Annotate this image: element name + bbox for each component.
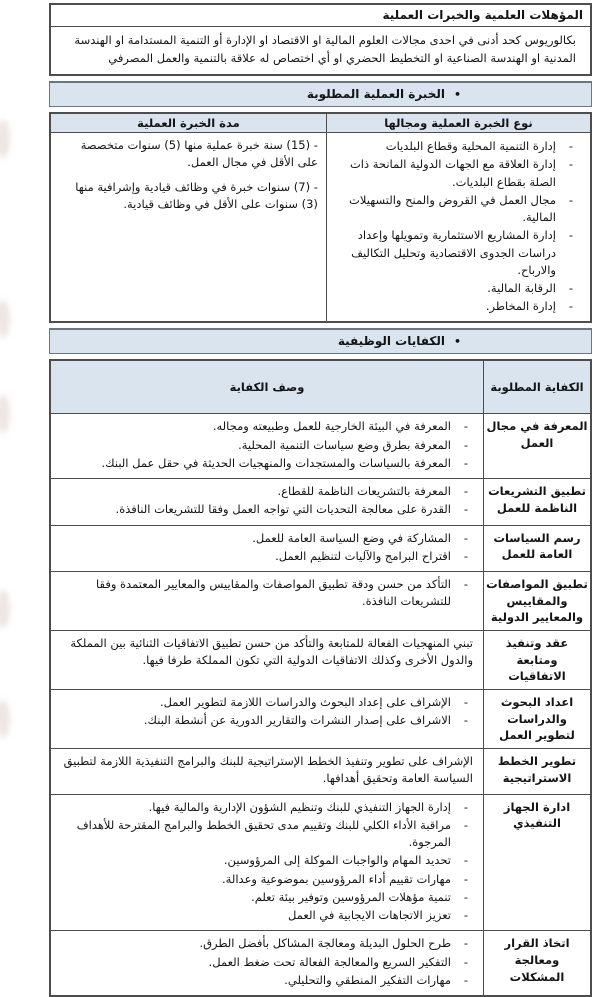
scan-artifact xyxy=(0,700,10,738)
list-item: - الإشراف على إعداد البحوث والدراسات اللازمة لتطوير العمل. xyxy=(57,694,479,711)
experience-duration-header: مدة الخبرة العملية xyxy=(137,116,240,131)
bullet-icon: • xyxy=(453,87,461,101)
competency-desc-cell xyxy=(51,479,483,525)
document-content xyxy=(49,3,592,997)
competency-row xyxy=(51,689,590,748)
qualifications-body-text: بكالوريوس كحد أدنى في احدى مجالات العلوم المالية او الاقتصاد او الإدارة أو التنمية المستدامة او الهندسة المدنية او الهندسة الصناعية او التخطيط الحضري او أي اختصاص له علاقة بالتنمية والعمل المصرفي xyxy=(74,32,576,66)
competency-row xyxy=(51,571,590,630)
list-item: - التأكد من حسن ودقة تطبيق المواصفات والمقاييس والمعايير المعتمدة وفقا للتشريعات النافذة. xyxy=(57,576,479,611)
competency-desc-cell xyxy=(51,631,483,689)
scan-artifact xyxy=(0,300,10,338)
list-item: - إدارة المخاطر. xyxy=(331,298,584,315)
competency-name-cell: ادارة الجهاز التنفيذي xyxy=(483,795,590,931)
list-item: - إدارة المشاريع الاستثمارية وتمويلها وإعداد دراسات الجدوى الاقتصادية وتحليل التكاليف والارباح. xyxy=(331,227,584,279)
competencies-table-header xyxy=(51,361,590,414)
experience-type-header: نوع الخبرة العملية ومجالها xyxy=(326,114,590,132)
experience-table-body xyxy=(51,133,590,321)
list-item: - المعرفة بالسياسات والمستجدات والمنهجيات الحديثة في حقل عمل البنك. xyxy=(57,455,479,472)
list-item: - إدارة العلاقة مع الجهات الدولية المانحة ذات الصلة بقطاع البلديات. xyxy=(331,156,584,191)
bullet-icon: • xyxy=(453,334,461,348)
list-item: - التفكير السريع والمعالجة الفعالة تحت ضغط العمل. xyxy=(57,954,479,971)
competency-name-cell: رسم السياسات العامة للعمل xyxy=(483,526,590,572)
competency-desc-cell xyxy=(51,795,483,931)
competencies-table xyxy=(49,359,592,997)
competencies-table-body xyxy=(51,414,590,995)
competency-desc-cell xyxy=(51,749,483,794)
list-item: الإشراف على تطوير وتنفيذ الخطط الإستراتيجية للبنك والبرامج التنفيذية اللازمة لتطبيق السياسة العامة وتحقيق أهدافها. xyxy=(63,754,473,786)
competency-row xyxy=(51,630,590,689)
competency-row xyxy=(51,478,590,525)
experience-table-header xyxy=(51,114,590,133)
list-item: - (7) سنوات خبرة في وظائف قيادية وإشرافية منها (3) سنوات على الأقل في وظائف قيادية. xyxy=(57,179,318,214)
competencies-section-label: الكفايات الوظيفية xyxy=(337,333,445,348)
competency-desc-cell xyxy=(51,414,483,478)
list-item: تبني المنهجيات الفعالة للمتابعة والتأكد من حسن تطبيق الاتفاقيات الثنائية بين المملكة والدول الأخرى وكذلك الاتفاقيات الدولية التي تكون المملكة طرفا فيها. xyxy=(70,636,473,668)
list-item: - مراقبة الأداء الكلي للبنك وتقييم مدى تحقيق الخطط والبرامج المقترحة للأهداف المرجوة. xyxy=(57,817,479,852)
list-item: - المشاركة في وضع السياسة العامة للعمل. xyxy=(57,530,479,547)
competency-desc-cell xyxy=(51,572,483,630)
list-item: - المعرفة بطرق وضع سياسات التنمية المحلية. xyxy=(57,437,479,454)
competency-desc-cell xyxy=(51,526,483,572)
list-item: - الرقابة المالية. xyxy=(331,280,584,297)
list-item: - المعرفة بالتشريعات الناظمة للقطاع. xyxy=(57,483,479,500)
competency-row xyxy=(51,748,590,794)
experience-type-cell xyxy=(326,133,590,321)
competency-name-cell: تطبيق التشريعات الناظمة للعمل xyxy=(483,479,590,525)
experience-section-band xyxy=(49,81,592,108)
competency-name-cell: اعداد البحوث والدراسات لتطوير العمل xyxy=(483,690,590,748)
competency-name-cell: تطوير الخطط الاستراتيجية xyxy=(483,749,590,794)
list-item: - مهارات تقييم أداء المرؤوسين بموضوعية وعدالة. xyxy=(57,871,479,888)
competency-row xyxy=(51,525,590,572)
list-item: - إدارة التنمية المحلية وقطاع البلديات xyxy=(331,138,584,155)
list-item: - القدرة على معالجة التحديات التي تواجه العمل وفقا للتشريعات النافذة. xyxy=(57,501,479,518)
list-item: - تنمية مؤهلات المرؤوسين وتوفير بيئة تعلم. xyxy=(57,889,479,906)
competency-name-cell: عقد وتنفيذ ومتابعة الاتفاقيات xyxy=(483,631,590,689)
experience-table xyxy=(49,112,592,323)
competency-desc-cell xyxy=(51,931,483,995)
list-item: - مجال العمل في القروض والمنح والتسهيلات المالية. xyxy=(331,192,584,227)
list-item: - مهارات التفكير المنطقي والتحليلي. xyxy=(57,972,479,989)
experience-section-label: الخبرة العملية المطلوبة xyxy=(306,86,445,101)
scan-artifact xyxy=(0,590,10,628)
competency-name-header: الكفاية المطلوبة xyxy=(483,361,590,413)
competency-desc-header: وصف الكفاية xyxy=(229,380,305,395)
competency-row xyxy=(51,794,590,931)
competency-row xyxy=(51,930,590,995)
qualifications-title: المؤهلات العلمية والخبرات العملية xyxy=(51,5,590,27)
list-item: - إدارة الجهاز التنفيذي للبنك وتنظيم الشؤون الإدارية والمالية فيها. xyxy=(57,799,479,816)
list-item: - اقتراح البرامج والآليات لتنظيم العمل. xyxy=(57,548,479,565)
list-item: - طرح الحلول البديلة ومعالجة المشاكل بأفضل الطرق. xyxy=(57,935,479,952)
list-item: - الاشراف على إصدار النشرات والتقارير الدورية عن أنشطة البنك. xyxy=(57,712,479,729)
list-item: - تحديد المهام والواجبات الموكلة إلى المرؤوسين. xyxy=(57,852,479,869)
scan-artifact xyxy=(0,395,10,433)
competency-desc-cell xyxy=(51,690,483,748)
list-item: - تعزيز الاتجاهات الايجابية في العمل xyxy=(57,907,479,924)
experience-duration-cell xyxy=(51,133,326,321)
list-item: - المعرفة في البيئة الخارجية للعمل وطبيعته ومجاله. xyxy=(57,418,479,435)
competency-name-cell: اتخاذ القرار ومعالجة المشكلات xyxy=(483,931,590,995)
competency-row xyxy=(51,414,590,478)
list-item: - (15) سنة خبرة عملية منها (5) سنوات متخصصة على الأقل في مجال العمل. xyxy=(57,137,318,172)
competencies-section-band xyxy=(49,328,592,355)
competency-name-cell: تطبيق المواصفات والمقاييس والمعايير الدولية xyxy=(483,572,590,630)
scan-artifact xyxy=(0,120,10,158)
competency-name-cell: المعرفة في مجال العمل xyxy=(483,414,590,478)
qualifications-box xyxy=(49,3,592,76)
